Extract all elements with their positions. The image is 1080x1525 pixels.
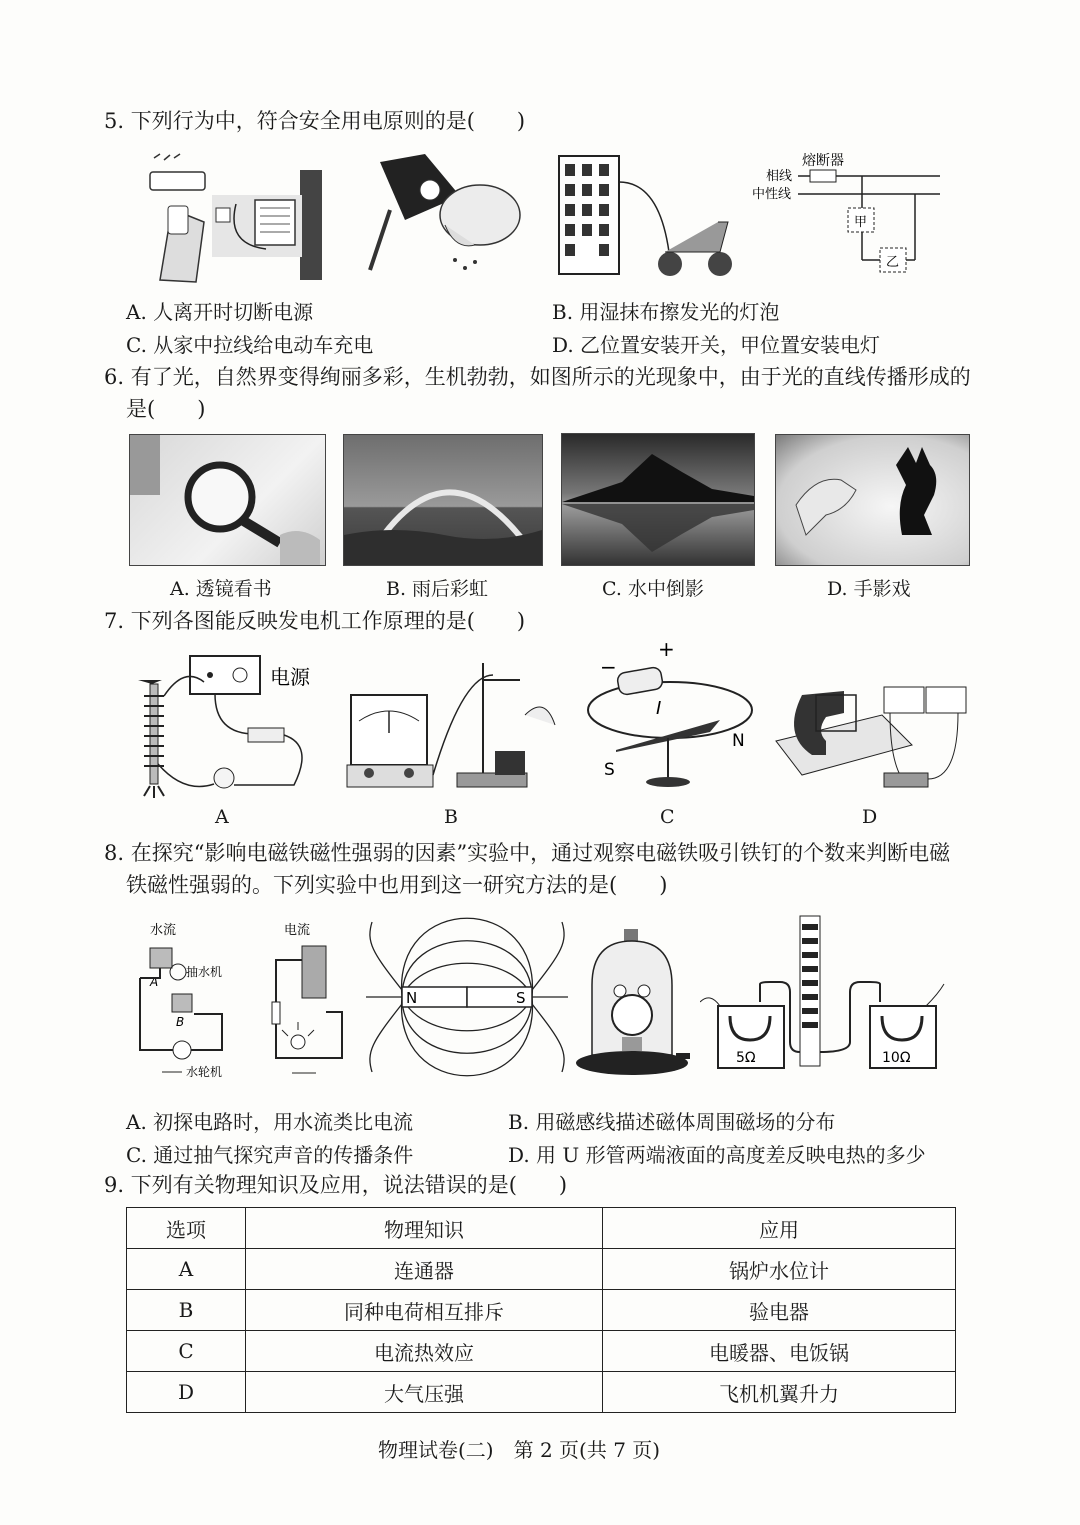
q5-stem: 5. 下列行为中，符合安全用电原则的是( ) <box>104 109 526 133</box>
q8-b-label: B <box>176 1015 185 1029</box>
q7-caption-b: B <box>444 806 458 828</box>
q7-caption-a: A <box>215 806 229 828</box>
q7-caption-d: D <box>862 806 878 828</box>
q7-figure-d-generator-setup <box>772 655 972 800</box>
current-label: 电流 <box>284 923 311 938</box>
resistor-10-label: 10Ω <box>882 1050 911 1066</box>
q7-stem: 7. 下列各图能反映发电机工作原理的是( ) <box>104 609 526 633</box>
q6-stem-line2: 是( ) <box>126 397 206 421</box>
row-c-knowledge: 电流热效应 <box>246 1331 603 1372</box>
q8-option-c: C. 通过抽气探究声音的传播条件 <box>126 1143 414 1167</box>
yi-label: 乙 <box>886 255 900 270</box>
header-knowledge: 物理知识 <box>246 1208 603 1249</box>
q5-figure-a-unplug <box>140 150 330 285</box>
q5-figure-b-wet-cloth-lamp <box>350 150 530 280</box>
q8-stem-line2: 铁磁性强弱的。下列实验中也用到这一研究方法的是( ) <box>126 873 668 897</box>
q5-option-c: C. 从家中拉线给电动车充电 <box>126 333 374 357</box>
q7-figure-c-oersted <box>580 640 760 800</box>
row-d-application: 飞机机翼升力 <box>603 1372 956 1413</box>
q6-caption-a: A. 透镜看书 <box>170 578 272 600</box>
q8-a-label: A <box>150 975 159 989</box>
q7-caption-c: C <box>660 806 675 828</box>
q8-option-d: D. 用 U 形管两端液面的高度差反映电热的多少 <box>508 1143 926 1167</box>
row-d-option: D <box>127 1372 246 1413</box>
pump-label: 抽水机 <box>186 965 223 979</box>
row-a-application: 锅炉水位计 <box>603 1249 956 1290</box>
fuse-label: 熔断器 <box>802 153 844 169</box>
q8-option-a: A. 初探电路时，用水流类比电流 <box>126 1110 414 1134</box>
row-b-option: B <box>127 1290 246 1331</box>
live-wire-label: 相线 <box>766 169 793 184</box>
neutral-wire-label: 中性线 <box>752 187 792 202</box>
q6-photo-a-magnifier <box>129 434 326 566</box>
resistor-5-label: 5Ω <box>736 1050 756 1066</box>
turbine-label: 水轮机 <box>186 1065 223 1079</box>
q6-caption-c: C. 水中倒影 <box>602 578 704 600</box>
q8-figure-u-tube-heating <box>700 912 945 1082</box>
q8-figure-magnetic-field-lines <box>362 912 572 1082</box>
q7-current-label: I <box>656 698 662 719</box>
q6-caption-d: D. 手影戏 <box>827 578 911 600</box>
table-header-row <box>127 1208 956 1249</box>
row-b-application: 验电器 <box>603 1290 956 1331</box>
table-row <box>127 1331 956 1372</box>
row-c-option: C <box>127 1331 246 1372</box>
row-c-application: 电暖器、电饭锅 <box>603 1331 956 1372</box>
q6-photo-d-hand-shadow <box>775 434 970 566</box>
q7-n-label: N <box>732 731 745 751</box>
q5-option-b: B. 用湿抹布擦发光的灯泡 <box>552 300 780 324</box>
q6-photo-c-water-reflection <box>561 433 755 566</box>
row-b-knowledge: 同种电荷相互排斥 <box>246 1290 603 1331</box>
jia-label: 甲 <box>854 215 868 230</box>
q8-stem-line1: 8. 在探究“影响电磁铁磁性强弱的因素”实验中，通过观察电磁铁吸引铁钉的个数来判断电磁 <box>104 841 951 865</box>
q7-plus-label: + <box>658 640 675 661</box>
table-row <box>127 1290 956 1331</box>
q6-photo-b-rainbow <box>343 434 543 566</box>
table-row <box>127 1249 956 1290</box>
q8-figure-water-analogy <box>122 918 262 1083</box>
magnet-n-label: N <box>406 989 418 1007</box>
q8-option-b: B. 用磁感线描述磁体周围磁场的分布 <box>508 1110 836 1134</box>
magnet-s-label: S <box>516 989 526 1007</box>
water-flow-label: 水流 <box>150 923 177 938</box>
q9-stem: 9. 下列有关物理知识及应用，说法错误的是( ) <box>104 1173 568 1197</box>
q9-table <box>126 1207 956 1413</box>
header-application: 应用 <box>603 1208 956 1249</box>
q7-power-label: 电源 <box>270 665 310 689</box>
header-option: 选项 <box>127 1208 246 1249</box>
q5-figure-c-ebike-charging <box>555 152 745 282</box>
page-footer: 物理试卷(二) 第 2 页(共 7 页) <box>378 1438 661 1462</box>
q8-figure-current-circuit <box>262 918 362 1083</box>
q7-figure-a-electromagnet <box>130 650 330 800</box>
table-row <box>127 1372 956 1413</box>
q5-option-a: A. 人离开时切断电源 <box>126 300 314 324</box>
row-a-knowledge: 连通器 <box>246 1249 603 1290</box>
q7-minus-label: − <box>600 655 617 679</box>
q7-s-label: S <box>604 760 615 780</box>
q5-option-d: D. 乙位置安装开关，甲位置安装电灯 <box>552 333 881 357</box>
q6-caption-b: B. 雨后彩虹 <box>386 578 489 600</box>
row-d-knowledge: 大气压强 <box>246 1372 603 1413</box>
q8-figure-bell-jar <box>570 925 695 1085</box>
q5-figure-d-circuit <box>750 148 950 278</box>
q6-stem-line1: 6. 有了光，自然界变得绚丽多彩，生机勃勃，如图所示的光现象中，由于光的直线传播形成的 <box>104 365 971 389</box>
row-a-option: A <box>127 1249 246 1290</box>
q7-figure-b-induction <box>345 655 575 800</box>
